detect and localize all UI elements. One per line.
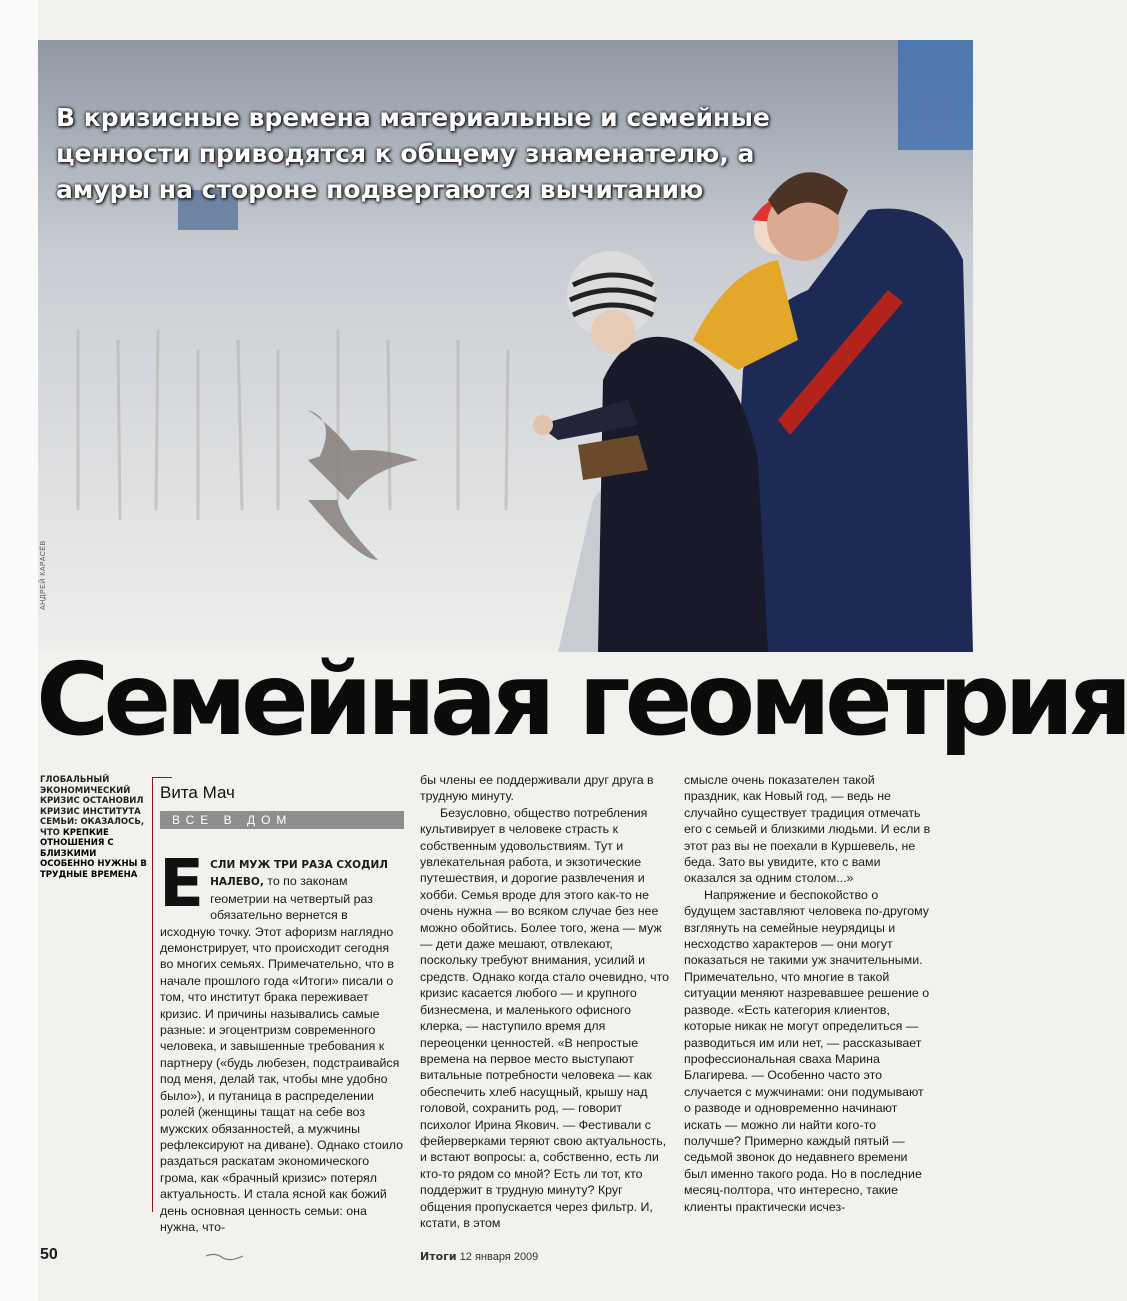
column-3-paragraph-1: смысле очень показателен такой праздник, как Новый год, — ведь не случайно существует традиция отмечать его с семьей и близкими людьми. И если в этот раз вы не поехали в Куршевель, не беда. Зато вы увидите, кто с вами оказался за одним столом...» [684, 773, 931, 886]
column-3-paragraph-2: Напряжение и беспокойство о будущем заставляют человека по-другому взглянуть на семейные неурядицы и несходство характеров — они могут показаться не такими уж значительными. Примечательно, что многие в такой ситуации меняют назревавшее решение о разводе. «Есть категория клиентов, которые никак не могут определиться — разводиться им или нет, — рассказывает профессиональная сваха Марина Благирева. — Особенно часто это случается с мужчинами: они подумывают о разводе и одновременно начинают искать — можно ли найти кого-то получше? Примерно каждый пятый — седьмой звонок до недавнего времени был именно такого рода. Но в последние месяц-полтора, что интересно, такие клиенты практически исчез- [684, 887, 930, 1214]
page-footer [420, 1250, 538, 1263]
article-lead [40, 775, 148, 880]
drop-cap: Е [159, 845, 205, 922]
lead-text: ГЛОБАЛЬНЫЙ ЭКОНОМИЧЕСКИЙ КРИЗИС ОСТАНОВИЛ КРИЗИС ИНСТИТУТА СЕМЬИ: ОКАЗАЛОСЬ, ЧТО [40, 775, 145, 838]
author-name: Вита Мач [160, 783, 235, 802]
column-2-paragraph-1: бы члены ее поддерживали друг друга в трудную минуту. [420, 773, 654, 804]
column-1-text: то по законам геометрии на четвертый раз обязательно вернется в исходную точку. Этот афоризм наглядно демонстрирует, что происходит сегодня во многих семьях. Примечательно, что в начале прошлого года «Итоги» писали о том, что институт брака переживает кризис. И причины назывались самые разные: и эгоцентризм современного человека, и завышенные требования к партнеру («будь любезен, подстраивайся под меня, делай так, чтобы мне удобно было»), и путаница в распределении ролей (женщины тащат на себе воз мужских обязанностей, а мужчины рефлексируют на диване). Однако стоило раздаться раскатам экономического грома, как «брачный кризис» потерял актуальность. И стала ясной как божий день основная ценность семьи: она нужна, что- [160, 874, 404, 1234]
issue-date: 12 января 2009 [459, 1251, 539, 1263]
article-column-3 [684, 772, 932, 1215]
column-2-paragraph-2: Безусловно, общество потребления культивирует в человеке страсть к собственным удовольствиям. Тут и увлекательная работа, и экзотические путешествия, и дорогие развлечения и хобби. Семья вроде для этого как-то не очень нужна — во всяком случае без нее можно обойтись. Более того, жена — муж — дети даже мешают, отвлекают, поскольку требуют внимания, усилий и средств. Однако когда стало очевидно, что кризис касается любого — и крупного бизнесмена, и маленького офисного клерка, — наступило время для переоценки ценностей. «В непростые времена на первое место выступают витальные потребности человека — как обеспечить хлеб насущный, крышу над головой, сохранить род, — говорит психолог Ирина Якович. — Фестивали с фейерверками теряют свою актуальность, и встают вопросы: а, собственно, есть ли кто-то рядом со мной? Есть ли тот, кто поддержит в трудную минуту? Круг общения пропускается через фильтр. И, кстати, в этом [420, 805, 669, 1230]
photo-credit: АНДРЕЙ КАРАСЁВ [40, 540, 47, 610]
article-photo [38, 40, 973, 652]
magazine-name: Итоги [420, 1250, 457, 1263]
lead-emphasis: КРЕПКИЕ ОТНОШЕНИЯ С БЛИЗКИМИ ОСОБЕННО НУЖНЫ В ТРУДНЫЕ ВРЕМЕНА [40, 827, 147, 880]
pen-mark [205, 1250, 245, 1262]
article-intro: СЛИ МУЖ ТРИ РАЗА СХОДИЛ НАЛЕВО, [210, 859, 388, 889]
column-rule [152, 777, 153, 1212]
article-column-2 [420, 772, 670, 1231]
page-edge [0, 0, 38, 1301]
article-headline: Семейная геометрия [36, 641, 1127, 758]
photo-caption: В кризисные времена материальные и семейные ценности приводятся к общему знаменателю, а амуры на стороне подвергаются вычитанию [56, 103, 770, 204]
article-column-1 [159, 845, 404, 1235]
column-rule-top [152, 777, 172, 778]
section-rubric: ВСЕ В ДОМ [160, 811, 404, 829]
page-number: 50 [40, 1246, 58, 1263]
